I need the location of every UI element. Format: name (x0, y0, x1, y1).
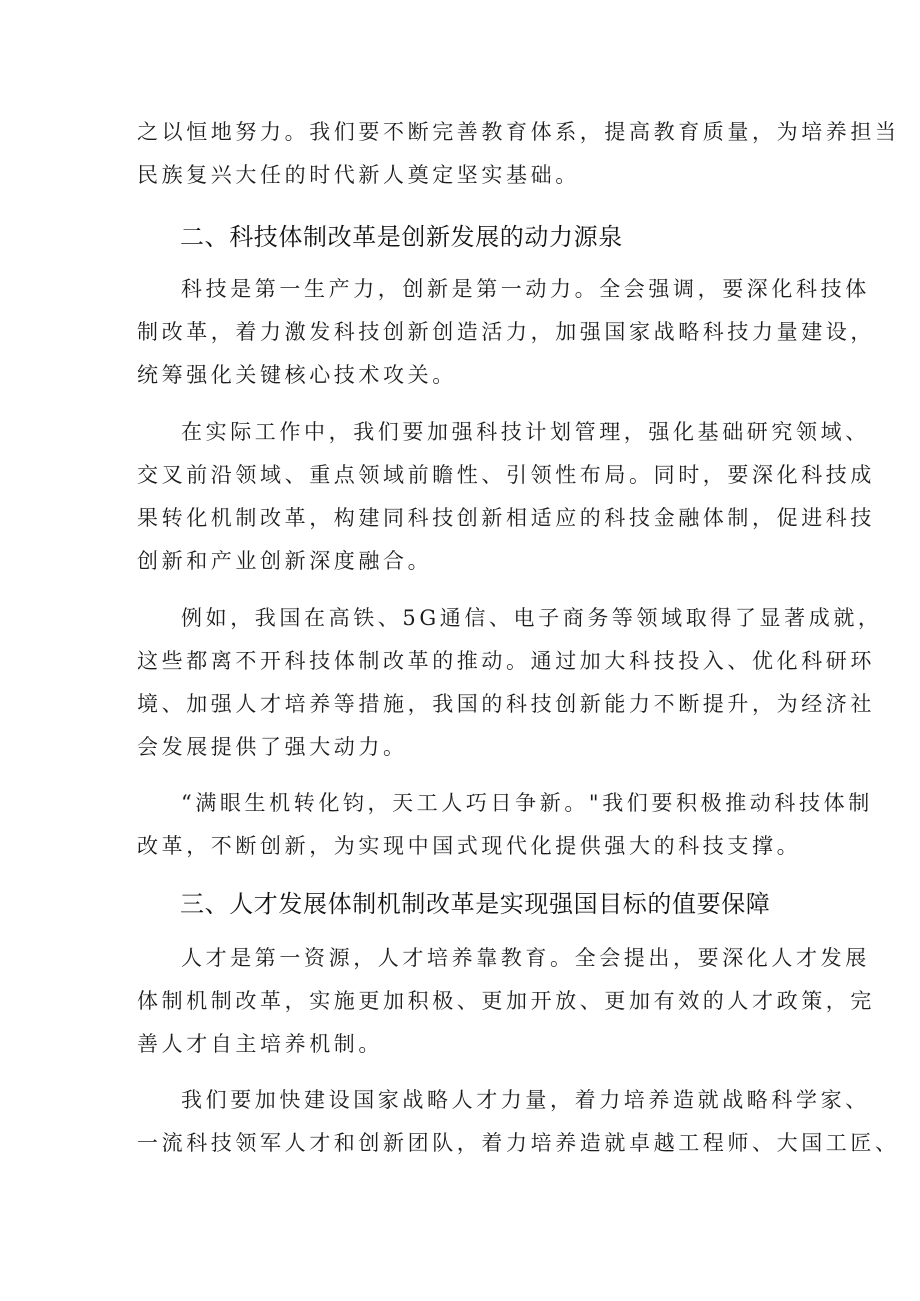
paragraph-2-2 (137, 411, 875, 583)
paragraph-line: 例如，我国在高铁、5G通信、电子商务等领域取得了显著成就， (181, 606, 883, 630)
paragraph-line: 体制机制改革，实施更加积极、更加开放、更加有效的人才政策，完 (137, 989, 875, 1013)
paragraph-line: 我们要加快建设国家战略人才力量，着力培养造就战略科学家、 (181, 1088, 870, 1112)
paragraph-2-3 (137, 597, 883, 769)
paragraph-line: 之以恒地努力。我们要不断完善教育体系，提高教育质量，为培养担当 (137, 120, 900, 144)
paragraph-line: 这些都离不开科技体制改革的推动。通过加大科技投入、优化科研环 (137, 649, 875, 673)
paragraph-line: “满眼生机转化钧，天工人巧日争新。"我们要积极推动科技体制 (181, 791, 873, 815)
paragraph-line: 交叉前沿领域、重点领域前瞻性、引领性布局。同时，要深化科技成 (137, 463, 875, 487)
paragraph-line: 民族复兴大任的时代新人奠定坚实基础。 (137, 163, 580, 187)
paragraph-intro (137, 111, 900, 197)
paragraph-line: 在实际工作中，我们要加强科技计划管理，强化基础研究领域、 (181, 420, 870, 444)
paragraph-line: 人才是第一资源，人才培养靠教育。全会提出，要深化人才发展 (181, 946, 870, 970)
paragraph-line: 统筹强化关键核心技术攻关。 (137, 363, 457, 387)
paragraph-line: 一流科技领军人才和创新团队，着力培养造就卓越工程师、大国工匠、 (137, 1131, 900, 1155)
paragraph-3-1 (137, 937, 875, 1066)
paragraph-line: 善人才自主培养机制。 (137, 1032, 383, 1056)
paragraph-3-2 (137, 1079, 900, 1165)
paragraph-line: 创新和产业创新深度融合。 (137, 549, 433, 573)
section-heading-3: 三、人才发展体制机制改革是实现强国目标的值要保障 (180, 890, 771, 918)
section-heading-2: 二、科技体制改革是创新发展的动力源泉 (180, 223, 623, 251)
paragraph-line: 境、加强人才培养等措施，我国的科技创新能力不断提升，为经济社 (137, 692, 875, 716)
paragraph-line: 果转化机制改革，构建同科技创新相适应的科技金融体制，促进科技 (137, 506, 875, 530)
paragraph-2-1 (137, 268, 875, 397)
paragraph-2-4 (137, 782, 873, 868)
paragraph-line: 制改革，着力激发科技创新创造活力，加强国家战略科技力量建设， (137, 320, 875, 344)
paragraph-line: 科技是第一生产力，创新是第一动力。全会强调，要深化科技体 (181, 277, 870, 301)
paragraph-line: 改革，不断创新，为实现中国式现代化提供强大的科技支撑。 (137, 834, 802, 858)
paragraph-line: 会发展提供了强大动力。 (137, 735, 408, 759)
